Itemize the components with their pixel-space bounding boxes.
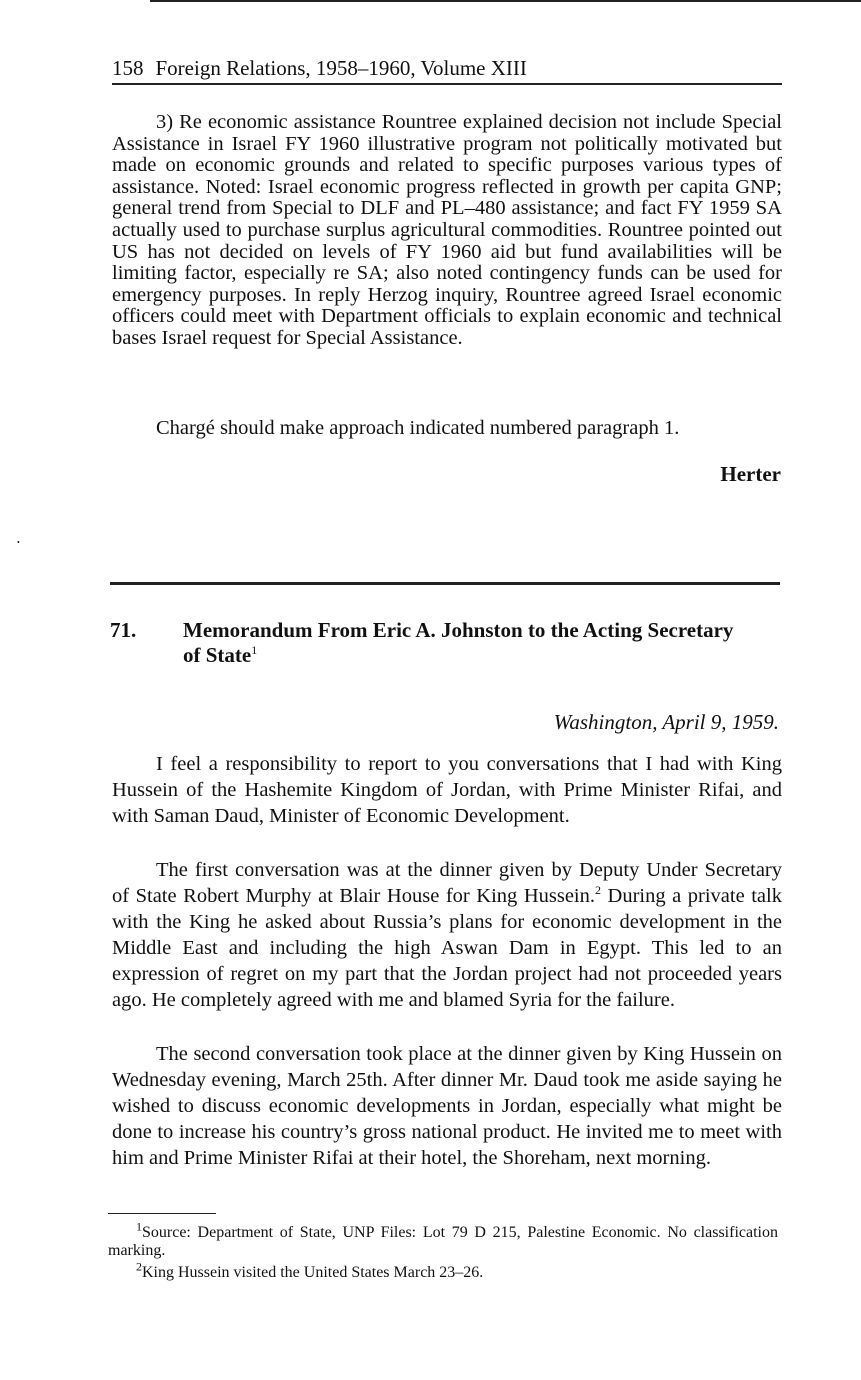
document-number: 71. <box>110 618 137 642</box>
footnote-2-text: King Hussein visited the United States March 23–26. <box>142 1264 484 1281</box>
document-title <box>183 618 743 668</box>
running-header <box>112 54 782 85</box>
document-title-text: Memorandum From Eric A. Johnston to the Acting Secretary of State <box>183 618 734 667</box>
dateline: Washington, April 9, 1959. <box>553 710 779 734</box>
footnote-2 <box>108 1259 778 1282</box>
footnote-1-marker: 1 <box>136 1219 142 1234</box>
footnote-ref-1[interactable]: 1 <box>251 643 258 657</box>
signature-herter: Herter <box>720 462 781 486</box>
memo-paragraph-2b: During a private talk with the King he asked about Russia’s plans for economic development in the Middle East and including the high Aswan Dam in Egypt. This led to an expression of regret on my part that the Jordan project had not proceeded years ago. He completely agreed with me and blamed Syria for the failure. <box>112 885 782 1011</box>
footnote-2-marker: 2 <box>136 1259 142 1274</box>
volume-title: Foreign Relations, 1958–1960, Volume XIII <box>155 56 527 80</box>
memo-paragraph-2a: The first conversation was at the dinner given by Deputy Under Secretary of State Robert Murphy at Blair House for King Hussein. <box>112 859 782 907</box>
footnote-ref-2[interactable]: 2 <box>595 883 601 898</box>
memo-paragraph-1: I feel a responsibility to report to you conversations that I had with King Hussein of the Hashemite Kingdom of Jordan, with Prime Minister Rifai, and with Saman Daud, Minister of Economic Development. <box>112 753 782 827</box>
footnote-rule <box>108 1213 216 1214</box>
previous-document-closing-line: Chargé should make approach indicated numbered paragraph 1. <box>156 417 680 439</box>
section-divider <box>110 582 780 585</box>
top-edge-rule <box>150 0 861 2</box>
memo-paragraph-2 <box>112 857 782 1013</box>
page-number: 158 <box>112 56 144 80</box>
previous-document-paragraph-3: 3) Re economic assistance Rountree explained decision not include Special Assistance in Israel FY 1960 illustrative program not politically motivated but made on economic grounds and related to specific purposes various types of assistance. Noted: Israel economic progress reflected in growth per capita GNP; general trend from Special to DLF and PL–480 assistance; and fact FY 1959 SA actually used to purchase surplus agricultural commodities. Rountree pointed out US has not decided on levels of FY 1960 aid but fund availabilities will be limiting factor, especially re SA; also noted contingency funds can be used for emergency purposes. In reply Herzog inquiry, Rountree agreed Israel economic officers could meet with Department officials to explain economic and technical bases Israel request for Special Assistance. <box>112 111 782 349</box>
memo-paragraph-3: The second conversation took place at the dinner given by King Hussein on Wednesday evening, March 25th. After dinner Mr. Daud took me aside saying he wished to discuss economic developments in Jordan, especially what might be done to increase his country’s gross national product. He invited me to meet with him and Prime Minister Rifai at their hotel, the Shoreham, next morning. <box>112 1043 782 1169</box>
stray-mark: • <box>17 538 20 547</box>
footnote-1-text: Source: Department of State, UNP Files: Lot 79 D 215, Palestine Economic. No classification marking. <box>108 1224 778 1259</box>
footnote-1 <box>108 1219 778 1260</box>
